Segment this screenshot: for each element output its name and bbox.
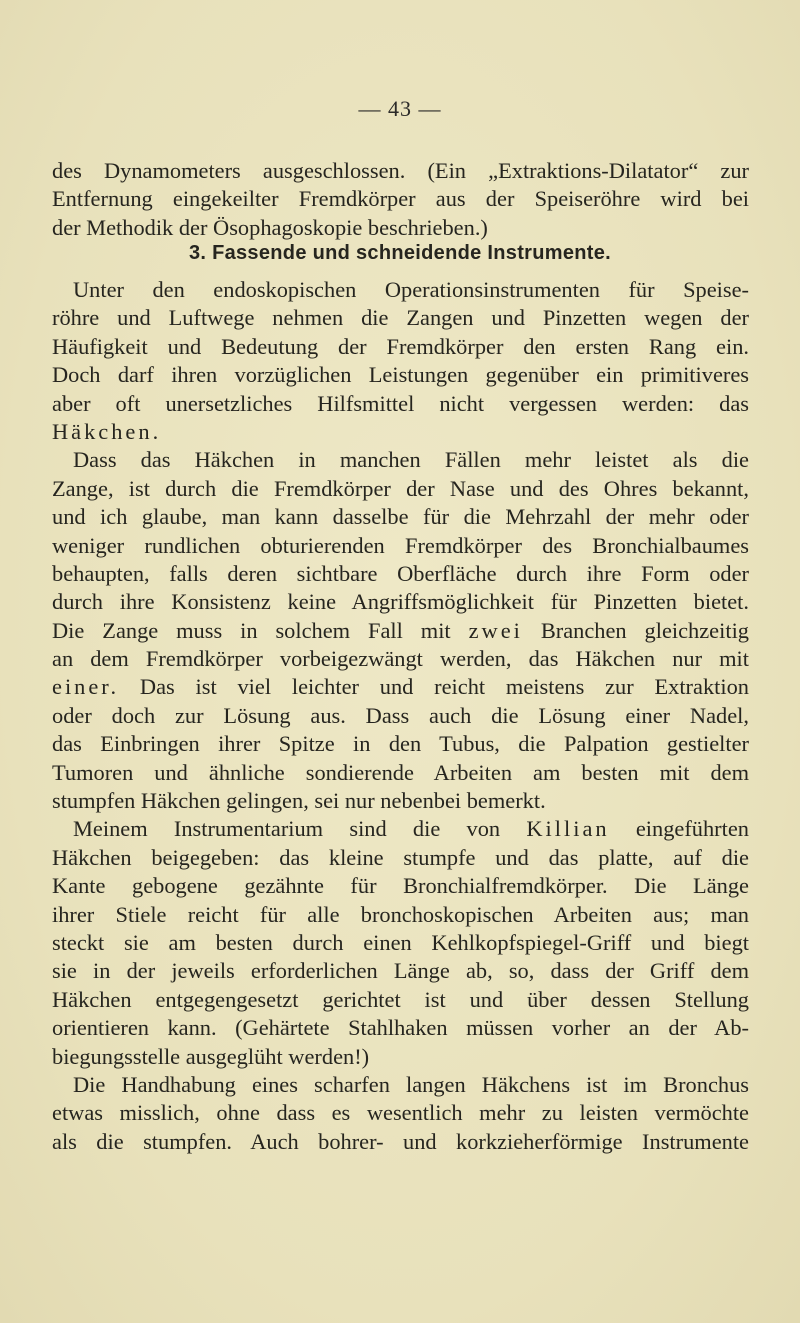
text-line: Dass das Häkchen in manchen Fällen mehr leistet als die [73,447,749,473]
text-line: Kante gebogene gezähnte für Bronchialfremdkörper. Die Länge [52,873,749,899]
emphasized-name: Killian [526,816,610,842]
text-segment: Das ist viel leichter und reicht meistens zur Extraktion [139,674,749,700]
text-line: als die stumpfen. Auch bohrer- und korkzieherförmige Instrumente [52,1128,749,1154]
emphasized-word: zwei [468,617,523,643]
text-segment: Die Zange muss in solchem Fall mit [52,617,451,643]
text-line: orientieren kann. (Gehärtete Stahlhaken müssen vorher an der Ab- [52,1015,749,1041]
text-line: Unter den endoskopischen Operationsinstrumenten für Speise- [73,277,749,302]
text-line: weniger rundlichen obturierenden Fremdkörper des Bronchialbaumes [52,532,749,558]
section-heading: 3. Fassende und schneidende Instrumente. [188,242,612,264]
text-line: Tumoren und ähnliche sondierende Arbeiten am besten mit dem [52,759,749,785]
text-segment: eingeführten [635,816,749,842]
text-line: des Dynamometers ausgeschlossen. (Ein „Extraktions-Dilatator“ zur [52,158,749,183]
text-line-with-emphasis [52,815,749,843]
text-line: und ich glaube, man kann dasselbe für die Mehrzahl der mehr oder [52,504,749,530]
text-line: das Einbringen ihrer Spitze in den Tubus, die Palpation gestielter [52,731,749,757]
text-line: der Methodik der Ösophagoskopie beschrieben.) [52,214,488,240]
page-number: — 43 — [358,96,442,121]
emphasized-word: einer. [52,674,120,700]
intro-paragraph [52,157,749,242]
text-line: Die Handhabung eines scharfen langen Häkchens ist im Bronchus [73,1071,749,1097]
text-line: steckt sie am besten durch einen Kehlkopfspiegel-Griff und biegt [52,929,749,955]
text-segment: Meinem Instrumentarium sind die von [73,816,501,842]
text-line: behaupten, falls deren sichtbare Oberfläche durch ihre Form oder [52,560,749,586]
text-line: durch ihre Konsistenz keine Angriffsmöglichkeit für Pinzetten bietet. [52,589,749,615]
text-segment: Branchen gleichzeitig [540,617,749,643]
text-line: aber oft unersetzliches Hilfsmittel nicht vergessen werden: das [52,390,749,416]
text-line: Häufigkeit und Bedeutung der Fremdkörper den ersten Rang ein. [52,333,749,359]
text-line: etwas misslich, ohne dass es wesentlich mehr zu leisten vermöchte [52,1100,749,1126]
text-line: stumpfen Häkchen gelingen, sei nur nebenbei bemerkt. [52,788,546,814]
emphasized-term: Häkchen. [52,418,162,444]
text-line: ihrer Stiele reicht für alle bronchoskopischen Arbeiten aus; man [52,901,749,927]
text-line: Häkchen entgegengesetzt gerichtet ist und über dessen Stellung [52,986,749,1012]
text-line: Zange, ist durch die Fremdkörper der Nase und des Ohres bekannt, [52,475,749,501]
text-line: Doch darf ihren vorzüglichen Leistungen gegenüber ein primitiveres [52,362,749,388]
text-line: röhre und Luftwege nehmen die Zangen und Pinzetten wegen der [52,305,749,331]
text-line: sie in der jeweils erforderlichen Länge ab, so, dass der Griff dem [52,958,749,984]
text-line: Häkchen beigegeben: das kleine stumpfe und das platte, auf die [52,844,749,870]
text-line: biegungsstelle ausgeglüht werden!) [52,1043,370,1069]
text-line-with-emphasis [52,673,749,701]
text-line: Entfernung eingekeilter Fremdkörper aus der Speiseröhre wird bei [52,186,749,212]
body-text [52,276,749,1156]
text-line: oder doch zur Lösung aus. Dass auch die Lösung einer Nadel, [52,702,749,728]
text-line: an dem Fremdkörper vorbeigezwängt werden, das Häkchen nur mit [52,646,749,672]
text-line-with-emphasis [52,617,749,645]
